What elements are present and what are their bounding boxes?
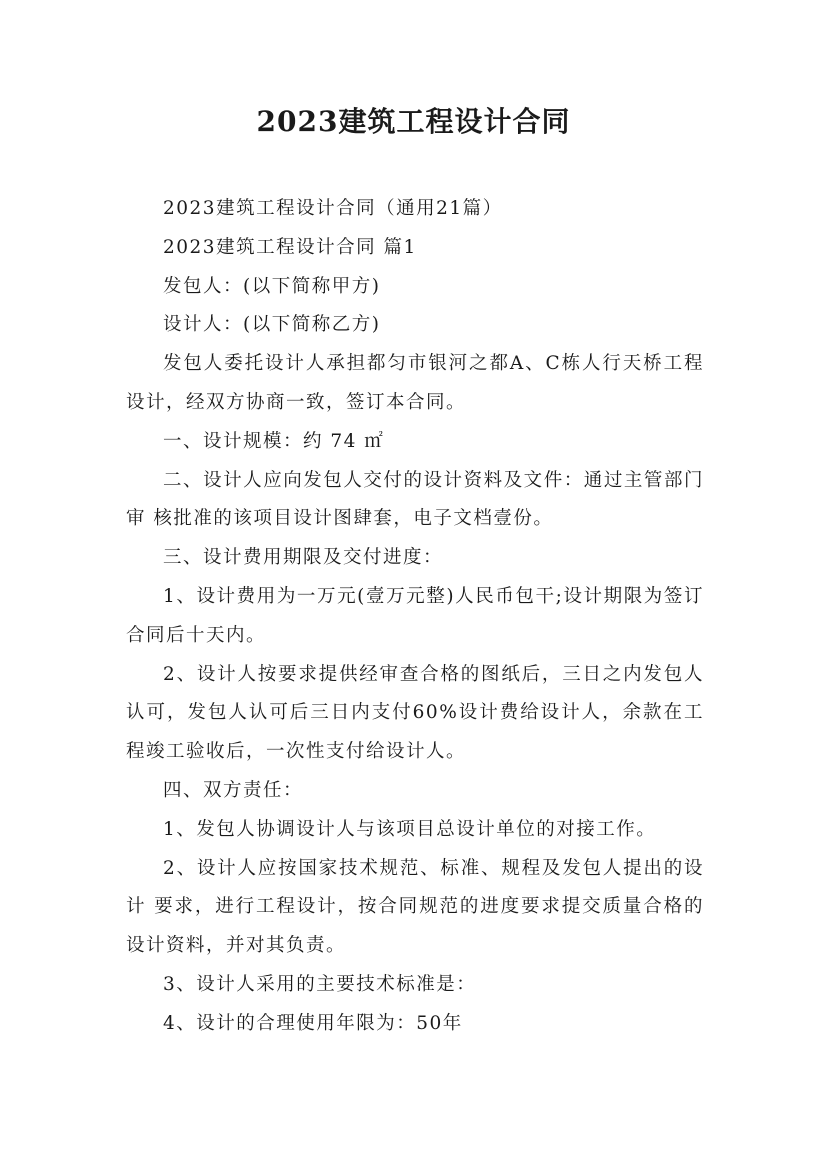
paragraph-fee-amount: 1、设计费用为一万元(壹万元整)人民币包干;设计期限为签订合同后十天内。 [126,585,704,646]
document-title: 2023建筑工程设计合同 [256,105,571,138]
paragraph-deliverables: 二、设计人应向发包人交付的设计资料及文件：通过主管部门审 核批准的该项目设计图肆套，电子文档壹份。 [126,469,704,530]
paragraph-fees-heading: 三、设计费用期限及交付进度： [163,547,444,569]
paragraph-service-life: 4、设计的合理使用年限为：50年 [163,1012,463,1034]
paragraph-employer: 发包人：(以下简称甲方) [163,275,381,297]
paragraph-employer-duty: 1、发包人协调设计人与该项目总设计单位的对接工作。 [163,818,657,840]
paragraph-heading: 2023建筑工程设计合同（通用21篇） [163,198,503,219]
paragraph-payment-terms: 2、设计人按要求提供经审查合格的图纸后，三日之内发包人认可，发包人认可后三日内支付60%设计费给设计人，余款在工程竣工验收后，一次性支付给设计人。 [126,663,704,763]
document-body [126,190,704,1044]
paragraph-designer-duty: 2、设计人应按国家技术规范、标准、规程及发包人提出的设计 要求，进行工程设计，按合同规范的进度要求提交质量合格的设计资料，并对其负责。 [126,857,704,957]
paragraph-section-title: 2023建筑工程设计合同 篇1 [163,236,417,258]
paragraph-design-scale: 一、设计规模：约 74 ㎡ [163,430,385,452]
paragraph-technical-standards: 3、设计人采用的主要技术标准是： [163,973,477,995]
paragraph-commission: 发包人委托设计人承担都匀市银河之都A、C栋人行天桥工程设计，经双方协商一致，签订本合同。 [126,353,704,413]
paragraph-designer: 设计人：(以下简称乙方) [163,314,381,336]
paragraph-responsibilities-heading: 四、双方责任： [163,779,304,801]
